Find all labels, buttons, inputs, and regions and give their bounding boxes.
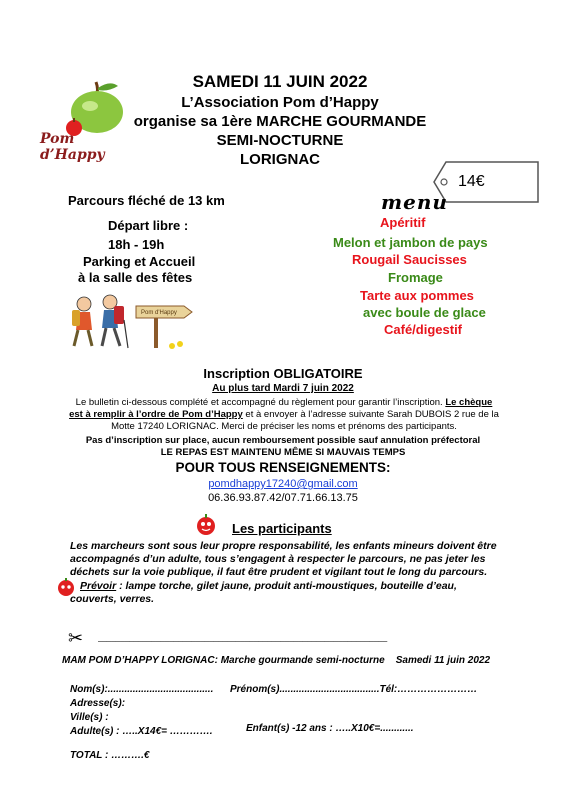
hours-info: 18h - 19h xyxy=(108,237,165,252)
renseignements-heading: POUR TOUS RENSEIGNEMENTS: xyxy=(175,460,391,475)
event-type: SEMI-NOCTURNE xyxy=(216,132,344,149)
scissors-icon: ✂ xyxy=(68,628,84,649)
price-tag-icon xyxy=(432,160,542,204)
inscription-heading: Inscription OBLIGATOIRE xyxy=(203,366,363,381)
association-name: L’Association Pom d’Happy xyxy=(181,94,379,111)
price-value: 14€ xyxy=(458,173,485,190)
menu-item: Melon et jambon de pays xyxy=(333,235,488,250)
prevoir-items: : lampe torche, gilet jaune, produit anti-moustiques, bouteille d’eau, couverts, verres. xyxy=(70,580,457,605)
form-total[interactable]: TOTAL : ……….€ xyxy=(70,750,150,761)
no-inscription-notice: Pas d’inscription sur place, aucun remboursement possible sauf annulation préfectoral xyxy=(85,435,481,446)
event-date: SAMEDI 11 JUIN 2022 xyxy=(192,72,368,91)
menu-item: Café/digestif xyxy=(384,322,463,337)
prevoir-label: Prévoir xyxy=(80,580,117,592)
menu-item: avec boule de glace xyxy=(363,305,486,320)
form-prenom-tel[interactable]: Prénom(s)....................................Tél:…………………… xyxy=(230,684,478,695)
parking-info: Parking et Accueil xyxy=(83,254,196,269)
event-place: LORIGNAC xyxy=(240,151,320,168)
signpost xyxy=(132,300,202,350)
menu-item: Fromage xyxy=(388,270,443,285)
contact-phones: 06.36.93.87.42/07.71.66.13.75 xyxy=(208,492,358,504)
contact-email[interactable]: pomdhappy17240@gmail.com xyxy=(208,478,358,490)
form-title: MAM POM D’HAPPY LORIGNAC: Marche gourmande semi-nocturne Samedi 11 juin 2022 xyxy=(62,655,491,666)
participants-text: Les marcheurs sont sous leur propre responsabilité, les enfants mineurs doivent être accompagnés d’un adulte, tous s’engagent à respecter le parcours, ne pas jeter les déchets sur la voie publique, il faut être prudent et vigilant tout le long du parcours. xyxy=(70,540,497,578)
inscription-deadline: Au plus tard Mardi 7 juin 2022 xyxy=(212,383,354,394)
parcours-info: Parcours fléché de 13 km xyxy=(68,193,225,208)
inscription-body-1: Le bulletin ci-dessous complété et accompagné du règlement pour garantir l’inscription. xyxy=(75,397,443,408)
depart-info: Départ libre : xyxy=(108,218,189,233)
form-ville[interactable]: Ville(s) : xyxy=(70,712,109,723)
logo-text: Pom d’Happy xyxy=(40,131,105,163)
form-nom[interactable]: Nom(s):...................................... xyxy=(70,684,214,695)
menu-item: Apéritif xyxy=(380,215,426,230)
salle-info: à la salle des fêtes xyxy=(78,270,193,285)
menu-heading: menu xyxy=(381,190,448,214)
event-organise: organise sa 1ère MARCHE GOURMANDE xyxy=(133,113,427,130)
menu-item: Tarte aux pommes xyxy=(360,288,474,303)
signpost-text: Pom d'Happy xyxy=(141,310,177,316)
form-adultes[interactable]: Adulte(s) : …..X14€= …………. xyxy=(70,726,213,737)
participants-heading: Les participants xyxy=(232,521,332,536)
weather-notice: LE REPAS EST MAINTENU MÊME SI MAUVAIS TEMPS xyxy=(160,447,406,458)
price-tag xyxy=(432,160,542,204)
form-adresse[interactable]: Adresse(s): xyxy=(70,698,126,709)
warning-mascot xyxy=(195,512,217,536)
form-enfants[interactable]: Enfant(s) -12 ans : …..X10€=............ xyxy=(246,723,414,734)
prevoir-text xyxy=(70,580,500,606)
apple-mascot-icon xyxy=(195,512,217,536)
menu-item: Rougail Saucisses xyxy=(352,252,467,267)
cut-line: _________________________________________________________________ xyxy=(98,633,388,642)
signpost-icon xyxy=(132,300,202,350)
inscription-body-2: et à envoyer à l’adresse suivante Sarah DUBOIS 2 rue de la Motte 17240 LORIGNAC. Merci de préciser les noms et prénoms des participants. xyxy=(111,409,499,432)
inscription-cheque: Le chèque est à remplir à l’ordre de Pom d’Happy xyxy=(69,397,493,420)
inscription-body xyxy=(68,397,500,433)
